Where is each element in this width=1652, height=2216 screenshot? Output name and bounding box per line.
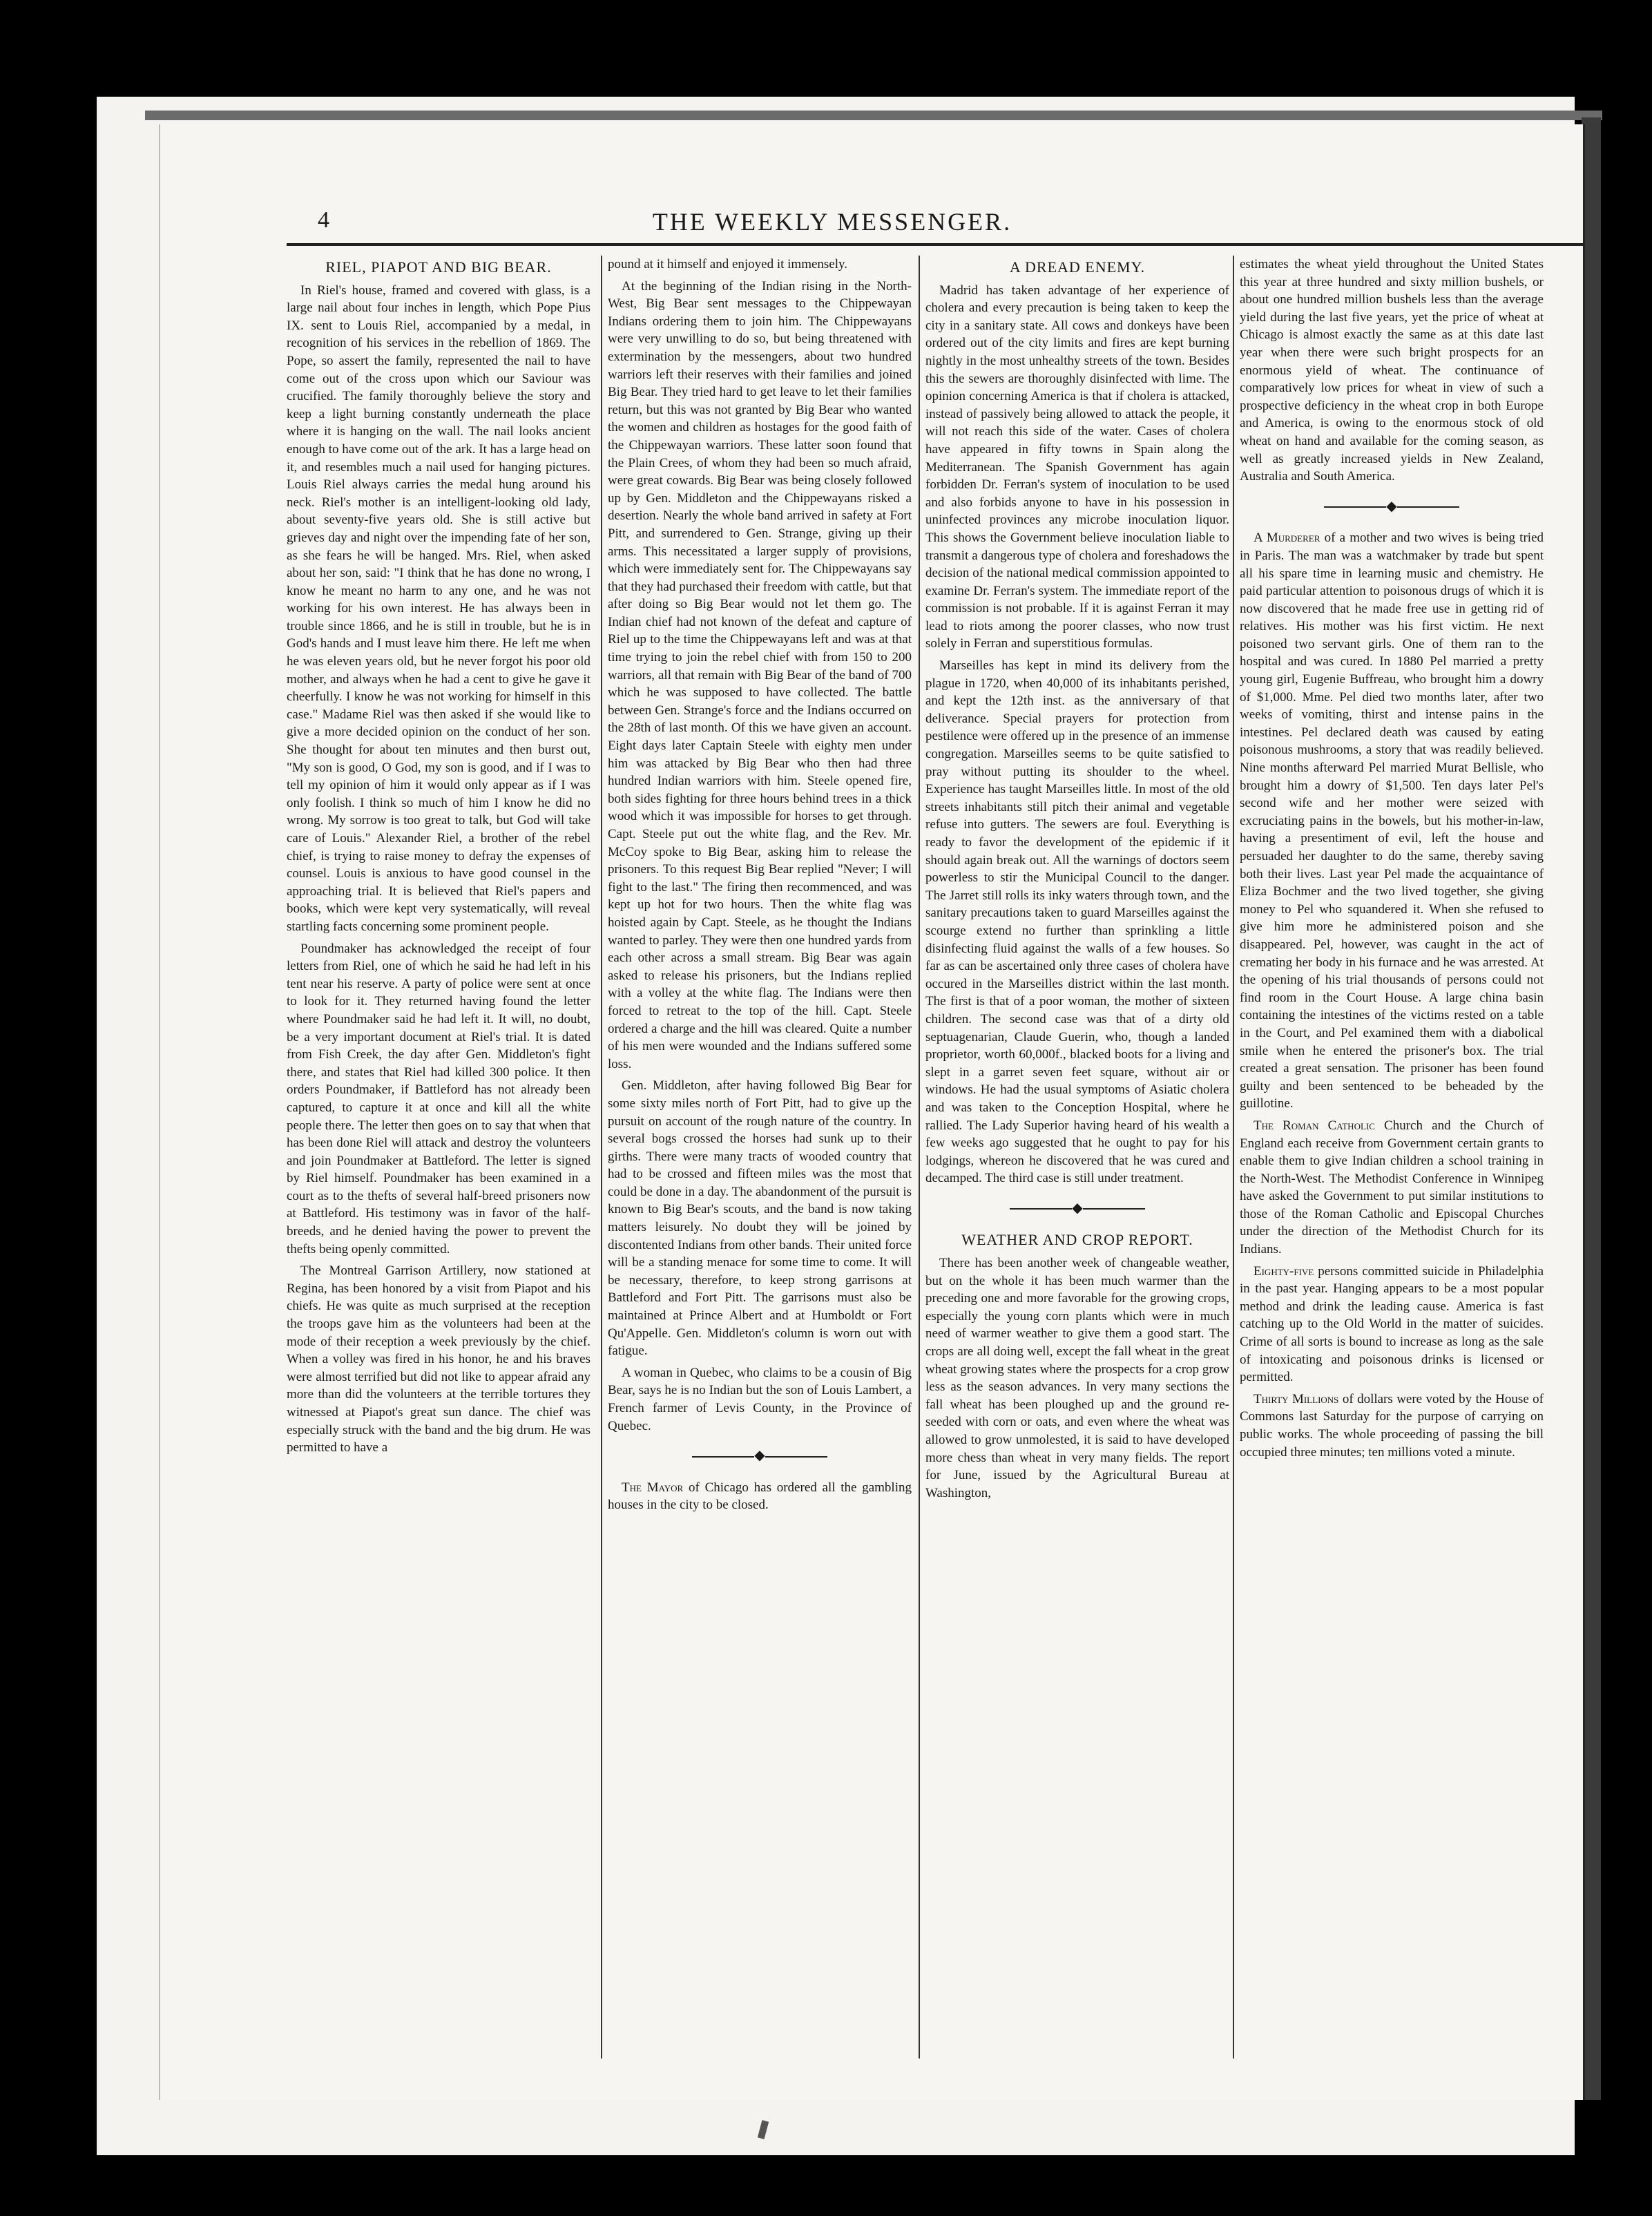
paragraph-lead: The Mayor (622, 1480, 684, 1495)
column-divider (1233, 256, 1234, 2059)
article-paragraph (1240, 529, 1544, 1113)
paragraph-text: There has been another week of changeable weather, but on the whole it has been much warmer than the preceding one and more favorable for the growing crops, especially the young corn plants which were in much need of warmer weather to give them a good start. The crops are all doing well, except the fall wheat in the great wheat growing states where the prospects for a crop grow less as the season advances. In very many sections the fall wheat has been ploughed up and the ground re-seeded with corn or oats, and even where the wheat was allowed to grow unmolested, it is said to have developed more chess than wheat in very many fields. The report for June, issued by the Agricultural Bureau at Washington, (925, 1256, 1229, 1500)
header-rule (287, 243, 1585, 246)
article-paragraph (608, 278, 912, 1073)
paragraph-text: of a mother and two wives is being tried in Paris. The man was a watchmaker by trade but spent all his spare time in learning music and chemistry. He paid particular attention to poisonous drugs of which it is now discovered that he made free use in getting rid of relatives. His mother was his first victim. He next poisoned two servant girls. One of them ran to the hospital and was cured. In 1880 Pel married a pretty young girl, Eugenie Buffreau, who brought him a dowry of $1,000. Mme. Pel died two months later, after two weeks of vomiting, thirst and intense pains in the intestines. Pel declared death was caused by eating poisonous mushrooms, a story that was readily believed. Nine months afterward Pel married Murat Bellisle, who brought him a dowry of $1,500. Ten days later Pel's second wife and her mother were seized with excruciating pains in the bowels, but his mother-in-law, having a presentiment of evil, left the house and persuaded her daughter to do the same, thereby saving both their lives. Last year Pel made the acquaintance of Eliza Bochmer and the two lived together, she giving money to Pel who squandered it. When she refused to give him more he administered poison and she disappeared. Pel, however, was caught in the act of cremating her body in his furnace and he was arrested. At the opening of his trial thousands of persons could not find room in the Court House. A large china basin containing the intestines of the victims rested on a table in the Court, and Pel examined them with a diabolical smile when he entered the prisoner's box. The trial created a great sensation. The prisoner has been found guilty and been sentenced to be beheaded by the guillotine. (1240, 531, 1544, 1111)
article-heading: RIEL, PIAPOT AND BIG BEAR. (325, 258, 552, 276)
article-paragraph (608, 256, 912, 274)
binding-edge-top (145, 111, 1602, 120)
section-ornament: ◆ (925, 1200, 1229, 1218)
paragraph-text: Gen. Middleton, after having followed Big Bear for some sixty miles north of Fort Pitt, had to give up the pursuit on account of the rough nature of the country. In several bogs crossed the horses had sunk up to their girths. There were many tracts of wooded country that had to be crossed and fifteen miles was the most that could be done in a day. The abandonment of the pursuit is known to Big Bear's scouts, and the band is now taking matters leisurely. No doubt they will be joined by discontented Indians from other bands. Their united force will be a standing menace for some time to come. It will be necessary, therefore, to keep strong garrisons at Battleford and Fort Pitt. The garrisons must also be maintained at Prince Albert and at Humboldt or Fort Qu'Appelle. Gen. Middleton's column is worn out with fatigue. (608, 1078, 912, 1359)
section-ornament: ◆ (608, 1447, 912, 1465)
paragraph-lead: Thirty Millions (1254, 1391, 1339, 1406)
paragraph-lead: A Murderer (1254, 531, 1320, 546)
article-paragraph (925, 657, 1229, 1187)
paragraph-text: persons committed suicide in Philadelphia in the past year. Hanging appears to be a most popular method and drink the leading cause. America is fast catching up to the Old World in the matter of suicides. Crime of all sorts is bound to increase as long as the sale of intoxicating and poisonous drinks is licensed or permitted. (1240, 1263, 1544, 1385)
paragraph-text: Poundmaker has acknowledged the receipt of four letters from Riel, one of which he said he had left in his tent near his reserve. A party of police were sent at once to look for it. They returned having found the letter where Poundmaker said he had left it. It will, no doubt, be a very important document at Riel's trial. It is dated from Fish Creek, the day after Gen. Middleton's fight there, and states that Riel had killed 300 police. It then orders Poundmaker, if Battleford has not already been captured, to capture it at once and kill all the white people there. The letter then goes on to say that when that has been done Riel will attack and destroy the volunteers and join Poundmaker at Battleford. The letter is signed by Riel himself. Poundmaker has been examined in a court as to the thefts of several half-breed prisoners now at Battleford. His testimony was in favor of the half-breeds, and he denied having the power to prevent the thefts being openly committed. (287, 941, 590, 1257)
article-paragraph (1240, 1117, 1544, 1259)
paragraph-text: of Chicago has ordered all the gambling houses in the city to be closed. (608, 1480, 912, 1513)
paragraph-lead: The Roman Catholic (1254, 1118, 1375, 1133)
newspaper-title: THE WEEKLY MESSENGER. (652, 208, 1012, 236)
column-4 (1240, 256, 1544, 2059)
paragraph-text: estimates the wheat yield throughout the United States this year at three hundred and sixty million bushels, or about one hundred million bushels less than the average yield during the last five years, yet the price of wheat at Chicago is almost exactly the same as at this date last year when there were such bright prospects for an enormous yield of wheat. The continuance of comparatively low prices for wheat in view of such a prospective deficiency in the wheat crop in both Europe and America, is owing to the enormous stock of old wheat on hand and available for the coming season, as well as greatly increased yields in New Zealand, Australia and South America. (1240, 257, 1544, 484)
column-divider (919, 256, 920, 2059)
article-paragraph (1240, 1391, 1544, 1461)
article-heading: WEATHER AND CROP REPORT. (961, 1231, 1193, 1249)
paragraph-text: The Montreal Garrison Artillery, now stationed at Regina, has been honored by a visit from Piapot and his chiefs. He was quite as much surprised at the reception the troops gave him as the volunteers had been at the mode of their reception a week previously by the chief. When a volley was fired in his honor, he and his braves were almost terrified but did not like to appear afraid any more than did the volunteers at the terrible tortures they witnessed at Piapot's great sun dance. The chief was especially struck with the band and the big drum. He was permitted to have a (287, 1263, 590, 1455)
paragraph-text: In Riel's house, framed and covered with glass, is a large nail about four inches in length, which Pope Pius IX. sent to Louis Riel, accompanied by a medal, in recognition of his services in the rebellion of 1869. The Pope, so assert the family, represented the nail to have come out of the cross upon which our Saviour was crucified. The family thoroughly believe the story and keep a light burning constantly underneath the place where it is hanging on the wall. The nail looks ancient enough to have come out of the ark. It has a large head on it, and resembles much a nail used for hanging pictures. Louis Riel always carries the medal hung around his neck. Riel's mother is an intelligent-looking old lady, about seventy-five years old. She is still active but grieves day and night over the impending fate of her son, as she fears he will be hanged. Mrs. Riel, when asked about her son, said: "I think that he has done no wrong, I know he meant no harm to any one, and he was not working for his own interest. He has always been in trouble since 1866, and he is still in trouble, but he is in God's hands and I must leave him there. He left me when he was eleven years old, but he never forgot his poor old mother, and always when he had a cent to give he gave it cheerfully. I know he was not working for himself in this case." Madame Riel was then asked if she would like to give a more decided opinion on the conduct of her son. She thought for about ten minutes and then burst out, "My son is good, O God, my son is good, and if I was to tell my opinion of him it would only appear as if I was only foolish. I think so much of him I know he did no wrong. My sorrow is too great to talk, but God will take care of Louis." Alexander Riel, a brother of the rebel chief, is trying to raise money to defray the expenses of counsel. Louis is anxious to have good counsel in the approaching trial. It is believed that Riel's papers and books, which were kept very systematically, will reveal startling facts concerning some prominent people. (287, 283, 590, 934)
article-paragraph (287, 940, 590, 1259)
column-divider (601, 256, 602, 2059)
column-1 (287, 256, 590, 2059)
paragraph-text: Madrid has taken advantage of her experience of cholera and every precaution is being taken to keep the city in a sanitary state. All cows and donkeys have been ordered out of the city limits and fires are kept burning nightly in the most unhealthy streets of the town. Besides this the sewers are thoroughly disinfected with lime. The opinion concerning America is that if cholera is attacked, instead of passively being allowed to attack the people, it will not reach this side of the water. Cases of cholera have appeared in fifty towns in Spain along the Mediterranean. The Spanish Government has again forbidden Dr. Ferran's system of inoculation to be used and also forbids anyone to have in his possession in uninfected provinces any microbe inoculation liquor. This shows the Government believe inoculation liable to transmit a dangerous type of cholera and foreshadows the decision of the national medical commission appointed to examine Dr. Ferran's system. The immediate report of the commission is not probable. If it is against Ferran it may lead to riots among the poorer classes, who now trust solely in Ferran and superstitious formulas. (925, 283, 1229, 651)
paragraph-text: A woman in Quebec, who claims to be a cousin of Big Bear, says he is no Indian but the son of Louis Lambert, a French farmer of Levis County, in the Province of Quebec. (608, 1365, 912, 1433)
article-paragraph (1240, 256, 1544, 486)
page-number: 4 (318, 207, 329, 233)
paragraph-lead: Eighty-five (1254, 1263, 1314, 1279)
column-2 (608, 256, 912, 2059)
page-header (159, 207, 1582, 249)
section-ornament: ◆ (1240, 498, 1544, 516)
paragraph-text: of dollars were voted by the House of Commons last Saturday for the purpose of carrying on public works. The whole proceeding of passing the bill occupied three minutes; ten millions voted a minute. (1240, 1391, 1544, 1460)
article-paragraph (287, 282, 590, 936)
paragraph-text: Church and the Church of England each receive from Government certain grants to enable them to give Indian children a school training in the North-West. The Methodist Conference in Winnipeg have asked the Government to put similar institutions to those of the Roman Catholic and Episcopal Churches under the direction of the Methodist Church for its Indians. (1240, 1118, 1544, 1257)
article-paragraph (608, 1077, 912, 1360)
column-3 (925, 256, 1229, 2059)
paragraph-text: Marseilles has kept in mind its delivery from the plague in 1720, when 40,000 of its inhabitants perished, and kept the 12th inst. as the anniversary of that deliverance. Special prayers for protection from pestilence were offered up in the presence of an immense congregation. Marseilles seems to be quite satisfied to pray without putting its shoulder to the wheel. Experience has taught Marseilles little. In most of the old streets inhabitants still pitch their animal and vegetable refuse into gutters. The sewers are foul. Everything is ready to favor the development of the epidemic if it should again break out. All the warnings of doctors seem powerless to stir the Municipal Council to the danger. The Jarret still rolls its inky waters through town, and the sanitary precautions taken to guard Marseilles against the scourge extend no further than sprinkling a little disinfecting fluid against the walls of a few houses. So far as can be ascertained only three cases of cholera have occured in the Marseilles district within the last month. The first is that of a poor woman, the mother of sixteen children. The second case was that of a dirty old septuagenarian, Claude Guerin, who, though a landed proprietor, worth 60,000f., blacked boots for a living and slept in a garret seven feet square, without air or windows. He had the usual symptoms of Asiatic cholera and was taken to the Conception Hospital, where he rallied. The Lady Superior having heard of his wealth a few weeks ago suggested that he ought to pay for his lodgings, whereon he discovered that he was cured and decamped. The third case is still under treatment. (925, 658, 1229, 1186)
article-paragraph (925, 1254, 1229, 1502)
article-paragraph (608, 1364, 912, 1435)
paragraph-text: pound at it himself and enjoyed it immensely. (608, 257, 848, 271)
paragraph-text: At the beginning of the Indian rising in the North-West, Big Bear sent messages to the Chippewayan Indians ordering them to join him. The Chippewayans were very unwilling to do so, but being threatened with extermination by the messengers, about two hundred warriors left their reserves with their families and joined Big Bear. They tried hard to get leave to let their families return, but this was not granted by Big Bear who wanted the women and children as hostages for the good faith of the Chippewayan warriors. These latter soon found that the Plain Crees, of whom they had been so much afraid, were great cowards. Big Bear was being closely followed up by Gen. Middleton and the Chippewayans risked a desertion. Nearly the whole band arrived in safety at Fort Pitt, and surrendered to Gen. Strange, giving up their arms. This necessitated a larger supply of provisions, which were immediately sent for. The Chippewayans say that they had purchased their freedom with cattle, but that after doing so Big Bear would not let them go. The Indian chief had not known of the defeat and capture of Riel up to the time the Chippewayans left and was at that time trying to join the rebel chief with from 150 to 200 warriors, all that remain with Big Bear of the band of 700 which he was supposed to have collected. The battle between Gen. Strange's force and the Indians occurred on the 28th of last month. Of this we have given an account. Eight days later Captain Steele with eighty men under him was attacked by Big Bear who then had three hundred Indian warriors with him. Steele opened fire, both sides fighting for three hours behind trees in a thick wood which it was impossible for horses to get through. Capt. Steele put out the white flag, and the Rev. Mr. McCoy spoke to Big Bear, asking him to release the prisoners. To this request Big Bear replied "Never; I will fight to the last." The firing then recommenced, and was kept up hot for two hours. Then the white flag was hoisted again by Capt. Steele, as he thought the Indians wanted to parley. They were then one hundred yards from each other across a small stream. Big Bear was again asked to release his prisoners, but the Indians replied with a volley at the white flag. The Indians were then forced to retreat to the top of the hill. Capt. Steele ordered a charge and the hill was cleared. Quite a number of his men were wounded and the Indians suffered some loss. (608, 278, 912, 1071)
article-paragraph (287, 1262, 590, 1457)
article-paragraph (1240, 1263, 1544, 1386)
article-paragraph (608, 1479, 912, 1514)
article-paragraph (925, 282, 1229, 653)
article-heading: A DREAD ENEMY. (1009, 258, 1146, 276)
